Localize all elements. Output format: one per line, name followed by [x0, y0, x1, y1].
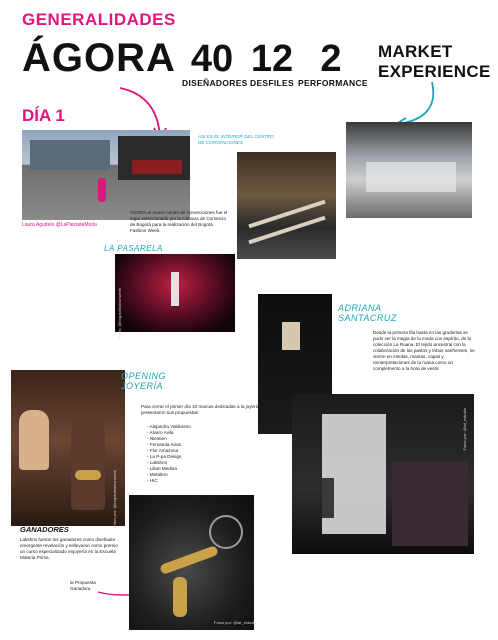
stands — [366, 162, 456, 192]
building-left-wing — [30, 140, 110, 170]
propuesta-label — [70, 580, 96, 592]
person-figure — [98, 178, 106, 202]
opening-brand-list — [147, 424, 247, 484]
brand-item: - Lilian Medina — [147, 465, 177, 471]
brand-item: - Lakshmi — [147, 459, 167, 465]
silver-ring — [209, 515, 243, 549]
interior-caption: ASÍ ES EL INTERIOR DEL CENTRO DE CONVENCIONES — [198, 134, 274, 145]
propuesta-line: Ganadora — [70, 585, 91, 591]
opening-models-photo — [11, 370, 125, 526]
agora-building-photo — [22, 130, 190, 220]
brand-item: - La P-pa Design — [147, 453, 182, 459]
adriana-credit: Fotos por: @laf_estudio — [462, 408, 467, 451]
market-experience-photo — [346, 122, 472, 218]
day-title: DÍA 1 — [22, 106, 65, 125]
stat-label: PERFORMANCE — [298, 78, 368, 88]
gold-jewelry — [159, 545, 219, 575]
stat-number: 2 — [320, 38, 342, 80]
ganadores-description: Lakshmi fueron los ganadores como diseñador emergente revelación y sellevaron como premio un curso especializado enjoyería en la Escuela Materia Prima. — [20, 537, 118, 560]
audience — [392, 462, 468, 546]
building-red-facade — [132, 160, 182, 174]
escalator-line — [248, 200, 325, 229]
model-left — [19, 410, 49, 470]
adriana-description: Desde la primera fila hasta en las graderías se pudo ver la magia de la moda con espíritu, de la colección La Ruana. El tejido ancestral con la colaboración de los pastos y tribus nariñenses, se vieron en estolas, mantas, capas y reinterpretaciones de la ruana como un complemento a la hora de vestir. — [373, 330, 475, 371]
opening-title — [121, 372, 166, 392]
brand-item: - Alvaro Avila — [147, 429, 174, 435]
teal-arrow-curve — [398, 82, 433, 124]
stat-number: 40 — [190, 38, 234, 80]
pasarela-title: LA PASARELA — [104, 244, 163, 253]
brand-item: - Metalero — [147, 471, 168, 477]
opening-credit: Fotos por: @bogotafashionweek — [112, 470, 117, 528]
brand-item: - HIC — [147, 477, 158, 483]
necklace — [75, 470, 101, 480]
market-line: MARKET — [378, 42, 453, 61]
adriana-title-line: ADRIANA — [338, 303, 382, 313]
stat-label: DISEÑADORES — [182, 78, 248, 88]
brand-item: - Fernanda Arias — [147, 441, 181, 447]
adriana-title — [338, 304, 397, 324]
jewelry-photo — [129, 495, 254, 630]
runway-model — [171, 272, 179, 306]
brand-item: - Nientien — [147, 435, 167, 441]
hero-title: ÁGORA — [22, 36, 176, 80]
brand-item: - Flor Amazona — [147, 447, 179, 453]
stage-screen — [282, 322, 300, 350]
interior-photo-escalators — [237, 152, 336, 259]
agora-description: ÁGORA el nuevo centro de convenciones fue el lugar seleccionado por la Cámara de Comercio de Bogotá para la realización del Bogotá Fashion Week. — [130, 210, 228, 233]
gold-jewelry — [173, 577, 187, 617]
opening-title-line: JOYERÍA — [121, 380, 164, 391]
runway-model — [322, 478, 334, 518]
stat-label: DESFILES — [250, 78, 294, 88]
stat-number: 12 — [250, 38, 294, 80]
page-header-title: GENERALIDADES — [22, 10, 176, 29]
brand-item: - Alejandra Valdivieso — [147, 424, 191, 429]
jewelry-credit: Fotos por: @laf_estudio — [214, 620, 257, 625]
adriana-title-line: SANTACRUZ — [338, 312, 397, 323]
model-right — [71, 420, 105, 510]
pasarela-photo — [115, 254, 235, 332]
propuesta-line: la Propuesta — [70, 580, 96, 585]
ganadores-title: GANADORES — [20, 525, 69, 534]
opening-intro: Para cerrar el primer día 10 marcas dedicadas a la joyería presentaron sus propuestas — [141, 404, 260, 415]
experience-line: EXPERIENCE — [378, 62, 491, 82]
opening-title-line: OPENING — [121, 371, 167, 381]
pasarela-credit: Fotos: @bogotafashionweek — [117, 288, 122, 339]
adriana-runway-photo — [292, 394, 474, 554]
agora-photo-credit: Laura Agudelo @LaPiezadeModa — [22, 222, 97, 228]
